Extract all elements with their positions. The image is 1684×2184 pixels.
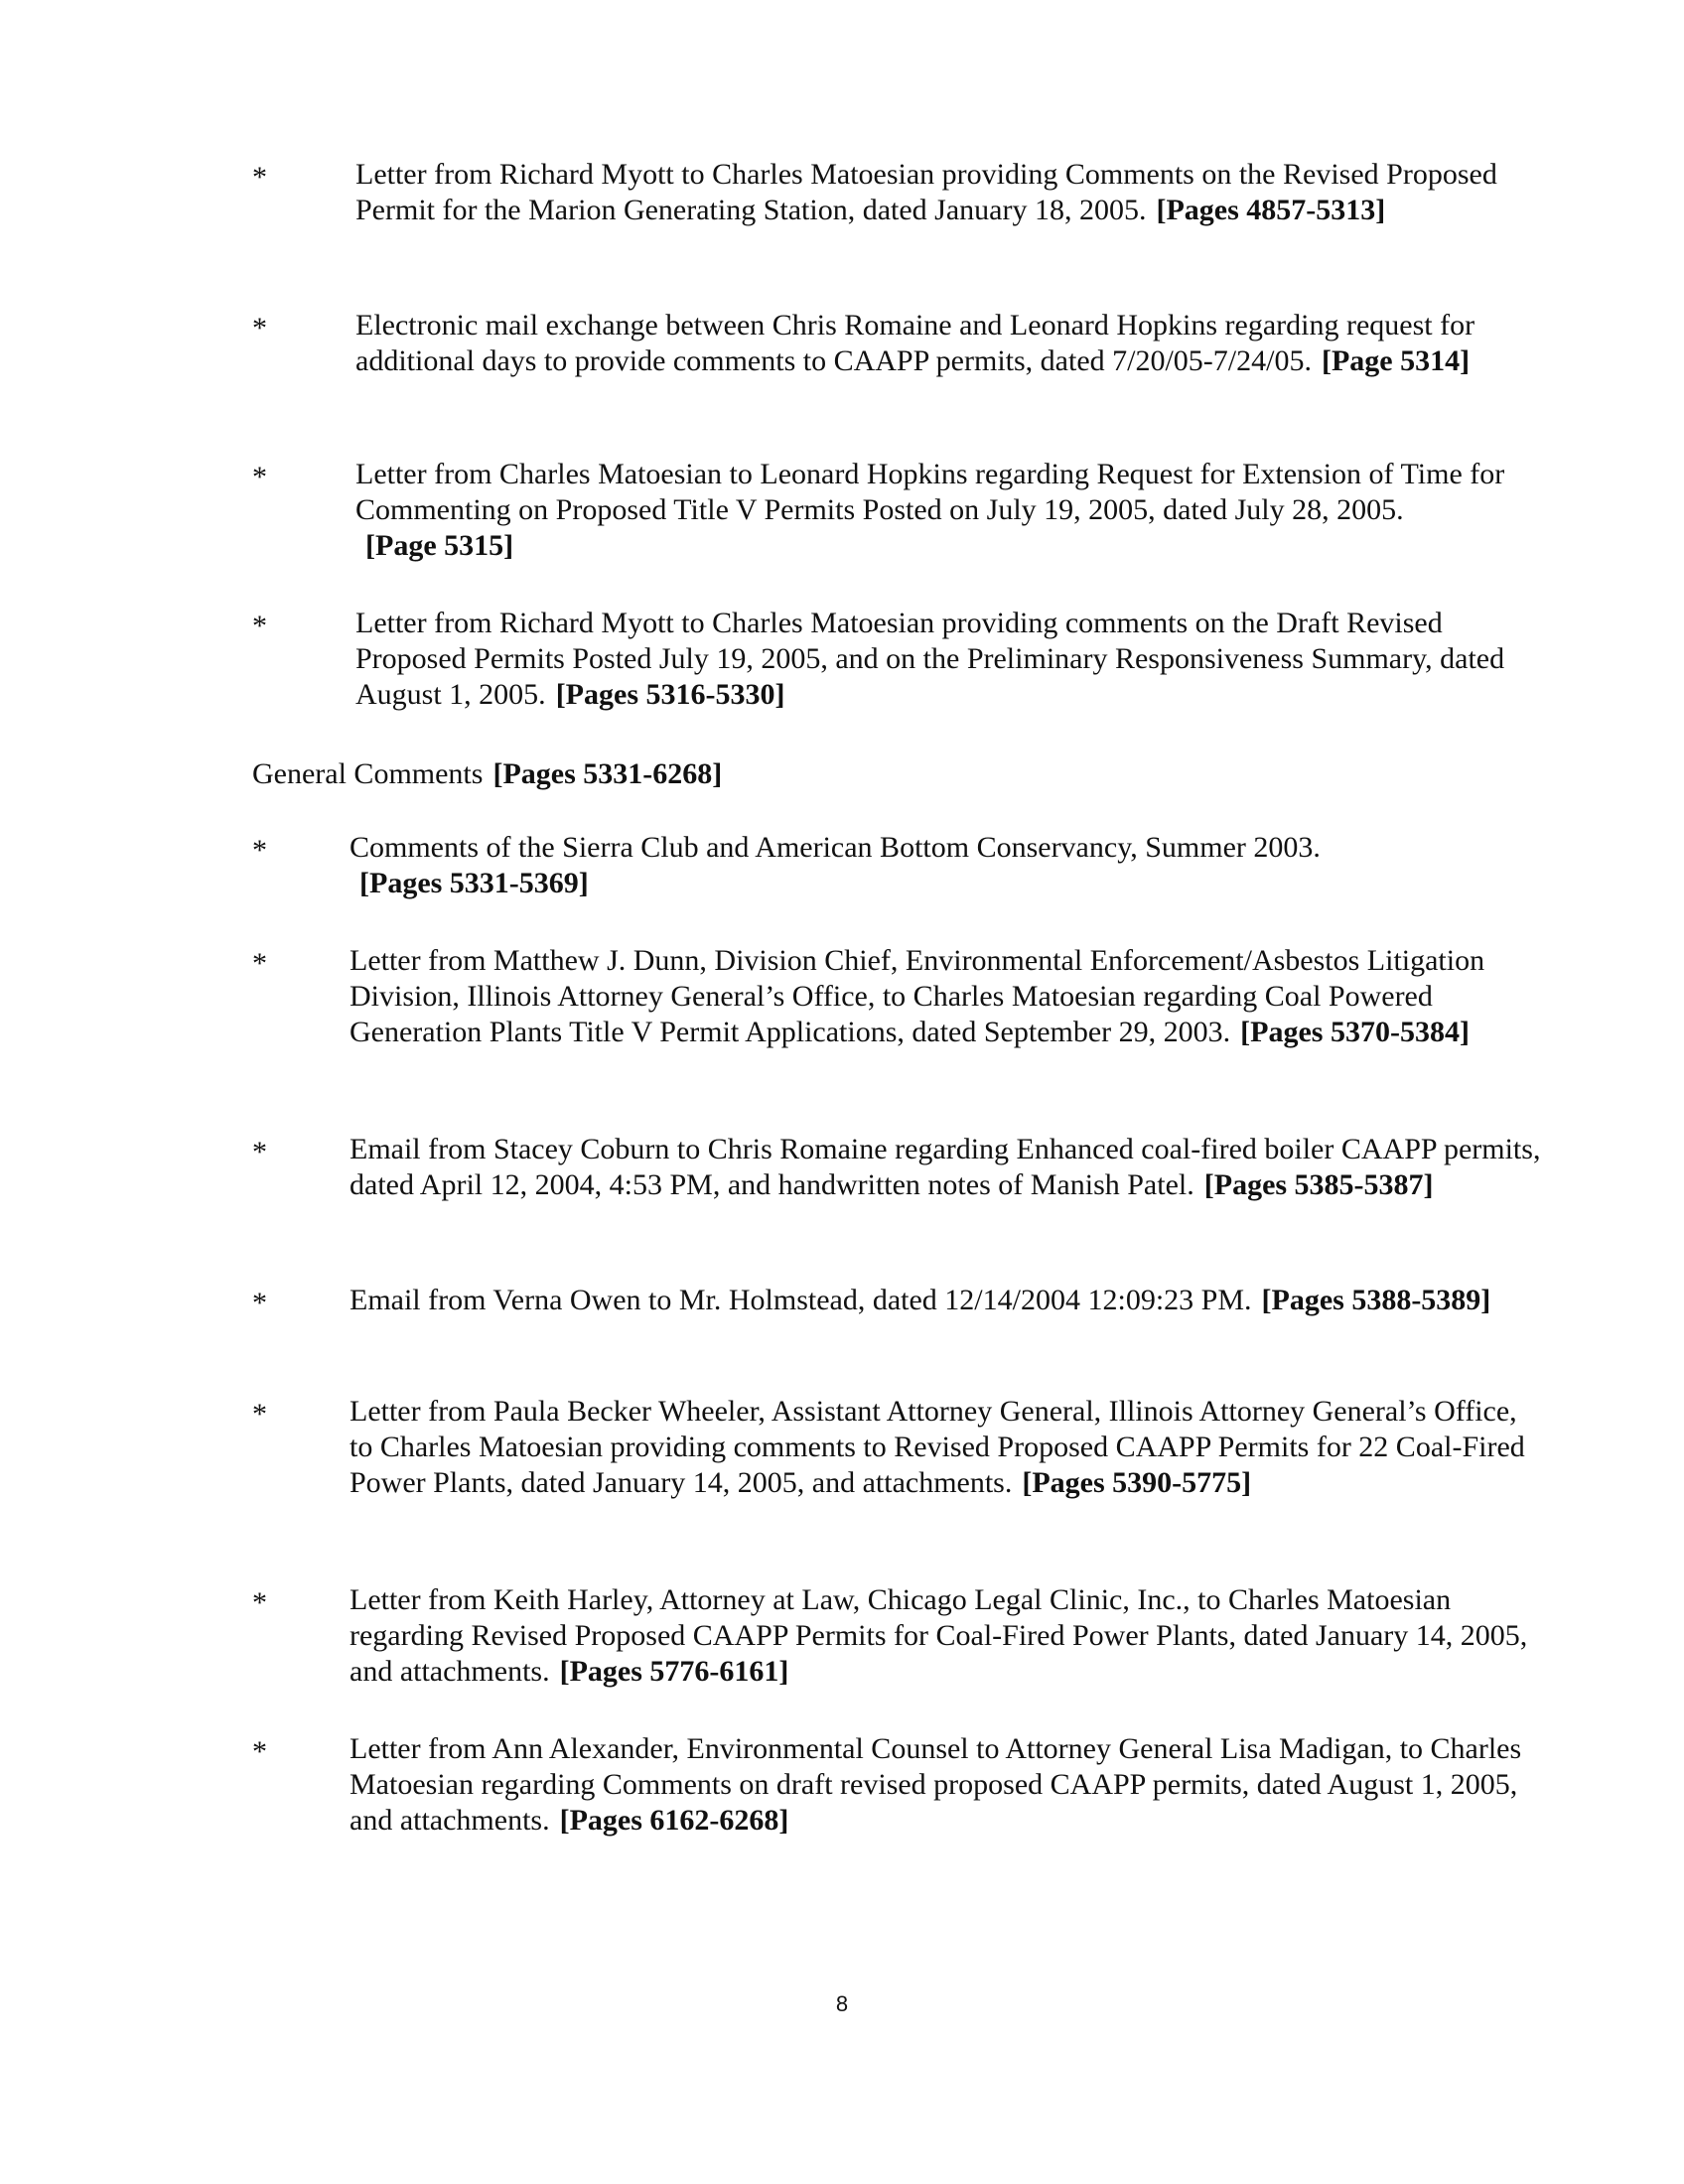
bullet-marker: * — [252, 461, 267, 493]
entry-description: Email from Verna Owen to Mr. Holmstead, dated 12/14/2004 12:09:23 PM. — [350, 1284, 1252, 1316]
entry-text — [355, 457, 1547, 564]
entry-text — [355, 308, 1547, 379]
bullet-marker: * — [252, 1735, 267, 1768]
bullet-marker: * — [252, 1287, 267, 1319]
bullet-marker: * — [252, 610, 267, 642]
entry-description: Letter from Matthew J. Dunn, Division Chief, Environmental Enforcement/Asbestos Litigation Division, Illinois Attorney General’s Office, to Charles Matoesian regarding Coal Powered Generation Plants Title V Permit Applications, dated September 29, 2003. — [350, 944, 1485, 1048]
bullet-marker: * — [252, 834, 267, 867]
page-reference: [Pages 5331-5369] — [359, 867, 589, 899]
page-reference: [Page 5315] — [365, 529, 514, 562]
page-reference: [Pages 5388-5389] — [1261, 1284, 1491, 1316]
section-label: General Comments — [252, 757, 484, 790]
entry-description: Letter from Paula Becker Wheeler, Assistant Attorney General, Illinois Attorney General’s Office, to Charles Matoesian providing comments to Revised Proposed CAAPP Permits for 22 Coal-Fired Power Plants, dated January 14, 2005, and attachments. — [350, 1395, 1525, 1499]
bullet-marker: * — [252, 312, 267, 344]
page-reference: [Pages 5390-5775] — [1022, 1466, 1252, 1499]
bullet-marker: * — [252, 1586, 267, 1619]
page-reference: [Page 5314] — [1321, 344, 1471, 377]
page-number: 8 — [835, 1991, 849, 2016]
entry-description: Comments of the Sierra Club and American Bottom Conservancy, Summer 2003. — [350, 831, 1321, 864]
entry-text — [350, 943, 1541, 1050]
page-reference: [Pages 6162-6268] — [559, 1804, 789, 1837]
entry-text — [350, 1582, 1541, 1690]
entry-description: Letter from Keith Harley, Attorney at Law, Chicago Legal Clinic, Inc., to Charles Matoesian regarding Revised Proposed CAAPP Permits for Coal-Fired Power Plants, dated January 14, 2005, and attachments. — [350, 1583, 1528, 1688]
entry-description: Letter from Richard Myott to Charles Matoesian providing Comments on the Revised Proposed Permit for the Marion Generating Station, dated January 18, 2005. — [355, 158, 1497, 226]
entry-description: Letter from Ann Alexander, Environmental Counsel to Attorney General Lisa Madigan, to Charles Matoesian regarding Comments on draft revised proposed CAAPP permits, dated August 1, 2005, and attachments. — [350, 1732, 1522, 1837]
page-reference: [Pages 5385-5387] — [1203, 1168, 1434, 1201]
entry-text — [350, 1394, 1541, 1501]
page-reference: [Pages 5316-5330] — [555, 678, 785, 711]
entry-description: Letter from Charles Matoesian to Leonard Hopkins regarding Request for Extension of Time for Commenting on Proposed Title V Permits Posted on July 19, 2005, dated July 28, 2005. — [355, 458, 1505, 526]
entry-text — [350, 830, 1541, 901]
entry-description: Electronic mail exchange between Chris Romaine and Leonard Hopkins regarding request for additional days to provide comments to CAAPP permits, dated 7/20/05-7/24/05. — [355, 309, 1475, 377]
page-reference: [Pages 5370-5384] — [1240, 1016, 1470, 1048]
entry-text — [355, 157, 1547, 228]
section-heading — [252, 756, 722, 792]
entry-text — [350, 1283, 1541, 1318]
entry-description: Email from Stacey Coburn to Chris Romaine regarding Enhanced coal-fired boiler CAAPP permits, dated April 12, 2004, 4:53 PM, and handwritten notes of Manish Patel. — [350, 1133, 1541, 1201]
bullet-marker: * — [252, 1136, 267, 1168]
section-page-reference: [Pages 5331-6268] — [492, 757, 723, 790]
entry-text — [355, 606, 1547, 713]
bullet-marker: * — [252, 1398, 267, 1431]
entry-description: Letter from Richard Myott to Charles Matoesian providing comments on the Draft Revised Proposed Permits Posted July 19, 2005, and on the Preliminary Responsiveness Summary, dated August 1, 2005. — [355, 607, 1505, 711]
bullet-marker: * — [252, 161, 267, 194]
page-reference: [Pages 5776-6161] — [559, 1655, 789, 1688]
page-reference: [Pages 4857-5313] — [1156, 194, 1386, 226]
entry-text — [350, 1731, 1541, 1839]
entry-text — [350, 1132, 1541, 1203]
bullet-marker: * — [252, 947, 267, 980]
